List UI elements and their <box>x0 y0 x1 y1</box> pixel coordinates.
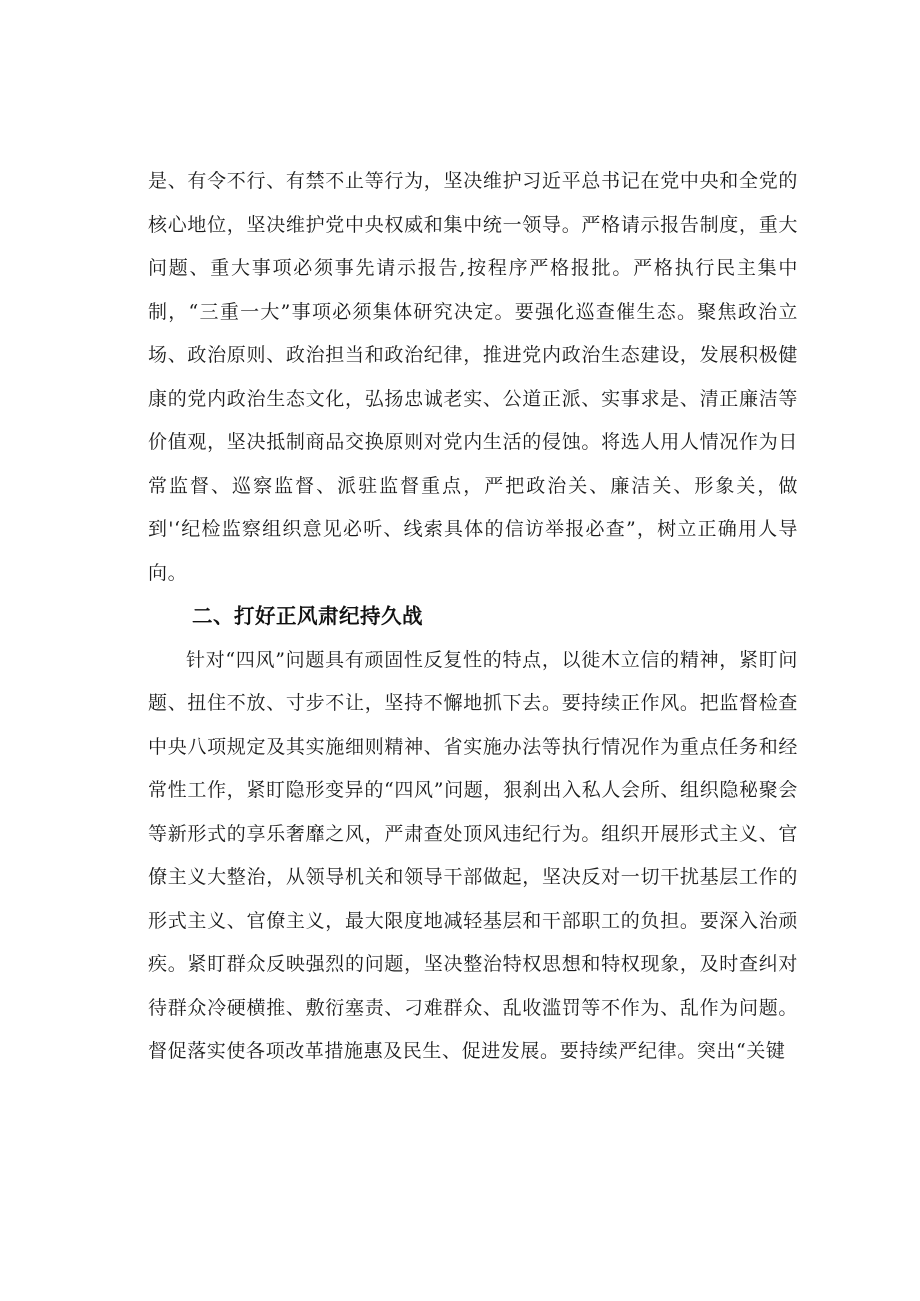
document-body <box>148 160 798 1074</box>
paragraph-section-2: 针对“四风”问题具有顽固性反复性的特点，以徙木立信的精神，紧盯问题、扭住不放、寸步不让，坚持不懈地抓下去。要持续正作风。把监督检查中央八项规定及其实施细则精神、省实施办法等执行情况作为重点任务和经常性工作，紧盯隐形变异的“四风”问题，狠刹出入私人会所、组织隐秘聚会等新形式的享乐奢靡之风，严肃查处顶风违纪行为。组织开展形式主义、官僚主义大整治，从领导机关和领导干部做起，坚决反对一切干扰基层工作的形式主义、官僚主义，最大限度地减轻基层和干部职工的负担。要深入治顽疾。紧盯群众反映强烈的问题，坚决整治特权思想和特权现象，及时查纠对待群众冷硬横推、敷衍塞责、刁难群众、乱收滥罚等不作为、乱作为问题。督促落实使各项改革措施惠及民生、促进发展。要持续严纪律。突出“关键 <box>148 648 798 1062</box>
section-heading: 二、打好正风肃纪持久战 <box>192 604 423 628</box>
paragraph-continuation: 是、有令不行、有禁不止等行为，坚决维护习近平总书记在党中央和全党的核心地位，坚决维护党中央权威和集中统一领导。严格请示报告制度，重大问题、重大事项必须事先请示报告,按程序严格报批。严格执行民主集中制，“三重一大”事项必须集体研究决定。要强化巡查催生态。聚焦政治立场、政治原则、政治担当和政治纪律，推进党内政治生态建设，发展积极健康的党内政治生态文化，弘扬忠诚老实、公道正派、实事求是、清正廉洁等价值观，坚决抵制商品交换原则对党内生活的侵蚀。将选人用人情况作为日常监督、巡察监督、派驻监督重点，严把政治关、廉洁关、形象关，做到'‘纪检监察组织意见必听、线索具体的信访举报必查”，树立正确用人导向。 <box>148 170 798 584</box>
